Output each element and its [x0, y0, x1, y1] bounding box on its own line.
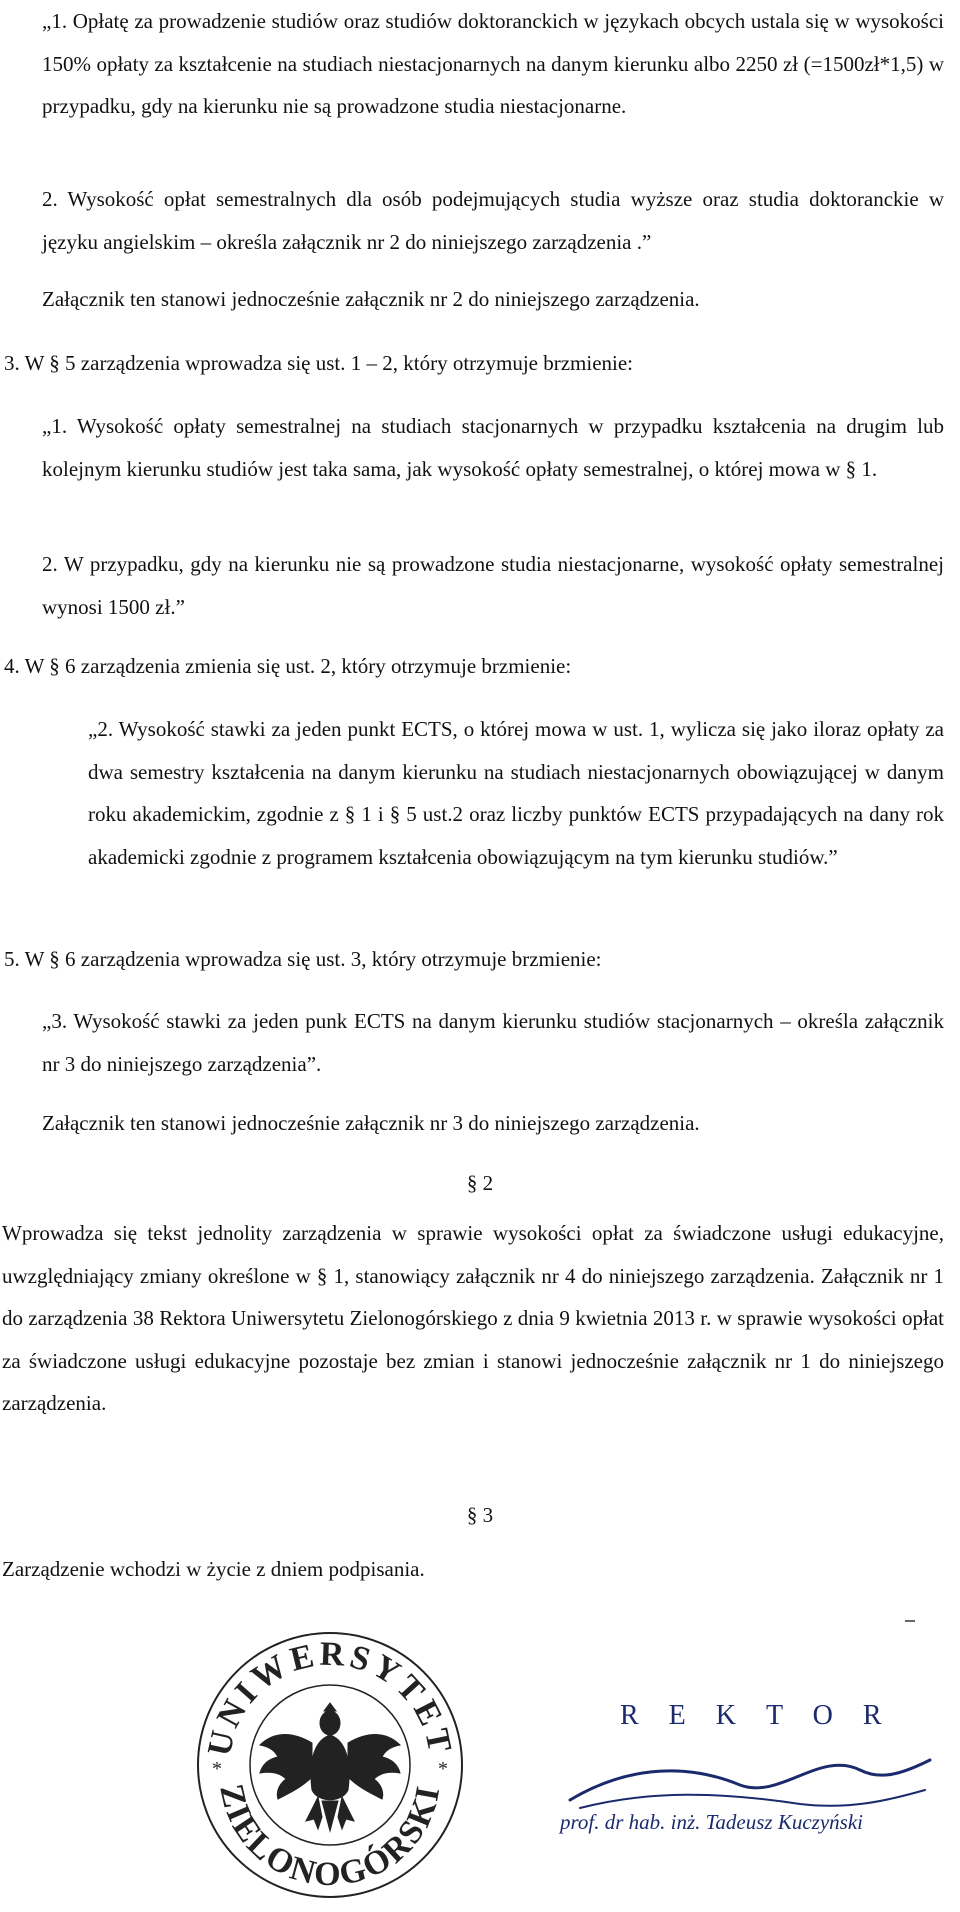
- seal-text-bottom: ZIELONOGÓRSKI: [212, 1780, 448, 1894]
- eagle-icon: [260, 1703, 400, 1831]
- university-seal: [190, 1625, 470, 1905]
- handwritten-signature: [560, 1730, 940, 1820]
- section-3-heading: § 3: [466, 1503, 494, 1527]
- paragraph-1: „1. Opłatę za prowadzenie studiów oraz studiów doktoranckich w językach obcych ustala się w wysokości 150% opłaty za kształcenie na studiach niestacjonarnych na danym kierunku albo 2250 zł (=1500zł*1,5) w przypadku, gdy na kierunku nie są prowadzone studia niestacjonarne.: [42, 9, 944, 118]
- rektor-signature: [560, 1700, 940, 1860]
- paragraph-2: 2. Wysokość opłat semestralnych dla osób podejmujących studia wyższe oraz studia doktoranckie w języku angielskim – określa załącznik nr 2 do niniejszego zarządzenia .”: [42, 187, 944, 254]
- paragraph-12: Wprowadza się tekst jednolity zarządzenia w sprawie wysokości opłat za świadczone usługi edukacyjne, uwzględniający zmiany określone w § 1, stanowiący załącznik nr 4 do niniejszego zarządzenia. Załącznik nr 1 do zarządzenia 38 Rektora Uniwersytetu Zielonogórskiego z dnia 9 kwietnia 2013 r. w sprawie wysokości opłat za świadczone usługi edukacyjne pozostaje bez zmian i stanowi jednocześnie załącznik nr 1 do niniejszego zarządzenia.: [2, 1221, 944, 1415]
- paragraph-5: „1. Wysokość opłaty semestralnej na studiach stacjonarnych w przypadku kształcenia na drugim lub kolejnym kierunku studiów jest taka sama, jak wysokość opłaty semestralnej, o której mowa w § 1.: [42, 414, 944, 481]
- section-2-heading: § 2: [466, 1171, 494, 1195]
- rektor-name: prof. dr hab. inż. Tadeusz Kuczyński: [560, 1810, 863, 1834]
- paragraph-8: „2. Wysokość stawki za jeden punkt ECTS, o której mowa w ust. 1, wylicza się jako iloraz opłaty za dwa semestry kształcenia na danym kierunku na studiach niestacjonarnych obowiązującej w danym roku akademickim, zgodnie z § 1 i § 5 ust.2 oraz liczby punktów ECTS przypadających na dany rok akademicki zgodnie z programem kształcenia obowiązującym na tym kierunku studiów.”: [88, 717, 944, 869]
- paragraph-11: Załącznik ten stanowi jednocześnie załącznik nr 3 do niniejszego zarządzenia.: [42, 1111, 700, 1135]
- seal-text-top: UNIWERSYTET: [200, 1635, 460, 1760]
- paragraph-13: Zarządzenie wchodzi w życie z dniem podpisania.: [2, 1557, 425, 1581]
- svg-text:*: *: [212, 1758, 222, 1780]
- svg-text:*: *: [438, 1758, 448, 1780]
- seal-graphic: [190, 1625, 470, 1905]
- margin-dash: [905, 1620, 915, 1622]
- paragraph-3: Załącznik ten stanowi jednocześnie załącznik nr 2 do niniejszego zarządzenia.: [42, 287, 700, 311]
- paragraph-10: „3. Wysokość stawki za jeden punk ECTS na danym kierunku studiów stacjonarnych – określa załącznik nr 3 do niniejszego zarządzenia”.: [42, 1009, 944, 1076]
- paragraph-9: 5. W § 6 zarządzenia wprowadza się ust. 3, który otrzymuje brzmienie:: [4, 947, 602, 971]
- paragraph-6: 2. W przypadku, gdy na kierunku nie są prowadzone studia niestacjonarne, wysokość opłaty semestralnej wynosi 1500 zł.”: [42, 552, 944, 619]
- rektor-title: REKTOR: [620, 1700, 912, 1731]
- paragraph-4: 3. W § 5 zarządzenia wprowadza się ust. 1 – 2, który otrzymuje brzmienie:: [4, 351, 634, 375]
- paragraph-7: 4. W § 6 zarządzenia zmienia się ust. 2, który otrzymuje brzmienie:: [4, 654, 572, 678]
